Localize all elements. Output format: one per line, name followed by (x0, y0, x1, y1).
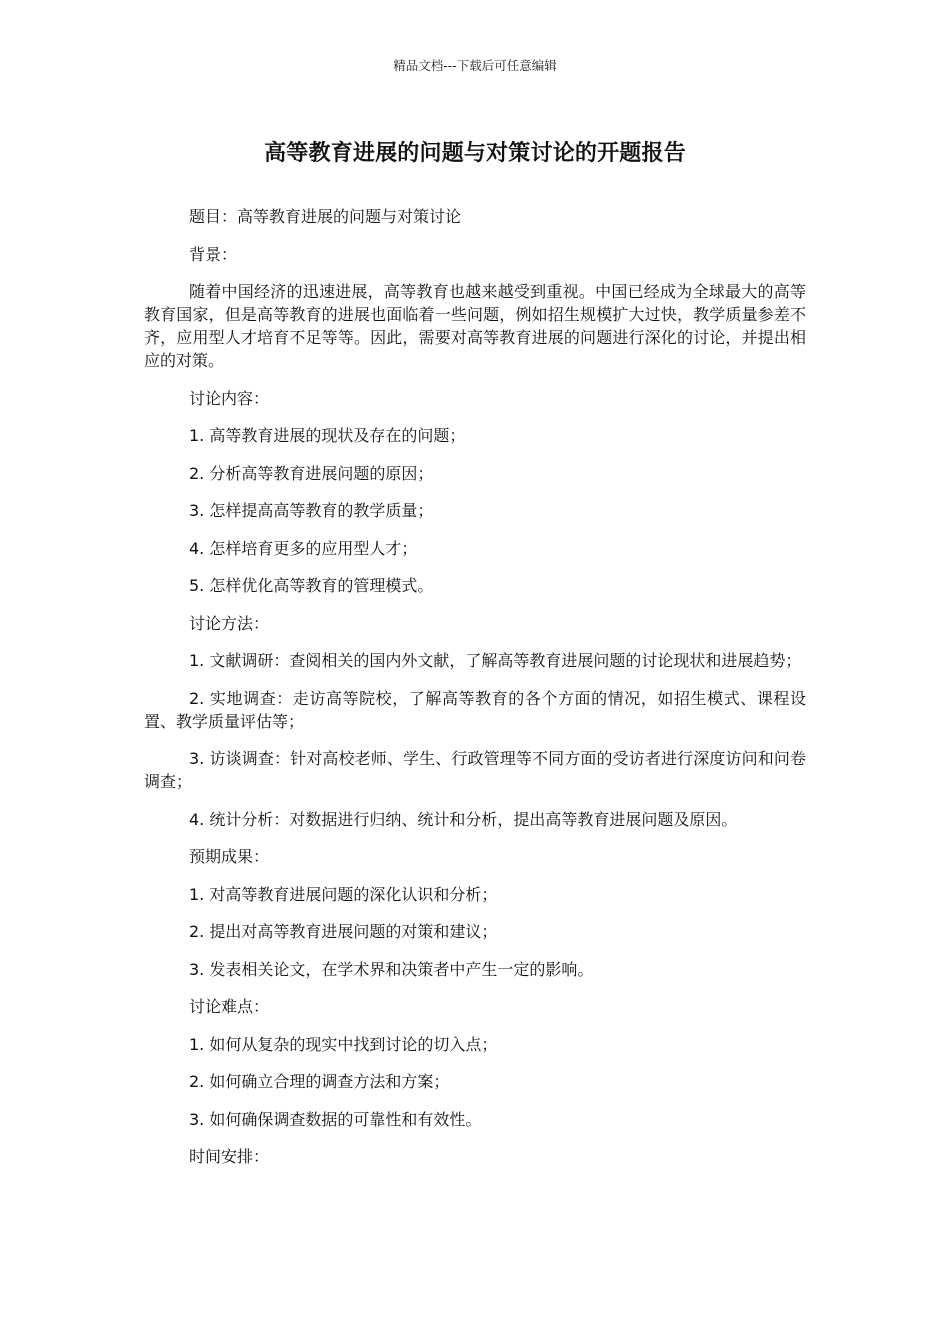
list-item: 1. 如何从复杂的现实中找到讨论的切入点； (189, 1034, 498, 1054)
document-title: 高等教育进展的问题与对策讨论的开题报告 (264, 141, 686, 166)
list-item: 1. 高等教育进展的现状及存在的问题； (189, 426, 466, 445)
list-item: 2. 实地调查：走访高等院校，了解高等教育的各个方面的情况，如招生模式、课程设置、教学质量评估等； (144, 688, 806, 731)
list-item: 3. 访谈调查：针对高校老师、学生、行政管理等不同方面的受访者进行深度访问和问卷调查； (144, 749, 806, 791)
list-item: 1. 对高等教育进展问题的深化认识和分析； (189, 884, 498, 904)
list-item: 2. 提出对高等教育进展问题的对策和建议； (189, 922, 498, 941)
list-item: 3. 发表相关论文，在学术界和决策者中产生一定的影响。 (189, 959, 594, 979)
header-note: 精品文档---下载后可任意编辑 (393, 58, 557, 73)
list-item: 4. 统计分析：对数据进行归纳、统计和分析，提出高等教育进展问题及原因。 (189, 809, 738, 829)
list-item: 1. 文献调研：查阅相关的国内外文献，了解高等教育进展问题的讨论现状和进展趋势； (189, 651, 802, 670)
document-body (144, 205, 806, 1183)
section-heading-content: 讨论内容： (189, 388, 270, 408)
list-item: 3. 如何确保调查数据的可靠性和有效性。 (189, 1109, 482, 1129)
topic-line: 题目：高等教育进展的问题与对策讨论 (189, 207, 462, 226)
section-heading-methods: 讨论方法： (189, 613, 270, 633)
section-heading-background: 背景： (189, 244, 238, 264)
list-item: 4. 怎样培育更多的应用型人才； (189, 538, 418, 558)
list-item: 3. 怎样提高高等教育的教学质量； (189, 501, 434, 520)
list-item: 2. 分析高等教育进展问题的原因； (189, 463, 434, 483)
background-paragraph: 随着中国经济的迅速进展，高等教育也越来越受到重视。中国已经成为全球最大的高等教育国家，但是高等教育的进展也面临着一些问题，例如招生规模扩大过快，教学质量参差不齐，应用型人才培育不足等等。因此，需要对高等教育进展的问题进行深化的讨论，并提出相应的对策。 (144, 282, 806, 370)
list-item: 5. 怎样优化高等教育的管理模式。 (189, 576, 434, 595)
section-heading-difficulties: 讨论难点： (189, 997, 270, 1016)
section-heading-outcomes: 预期成果： (189, 847, 270, 866)
section-heading-schedule: 时间安排： (189, 1147, 270, 1166)
list-item: 2. 如何确立合理的调查方法和方案； (189, 1072, 450, 1091)
